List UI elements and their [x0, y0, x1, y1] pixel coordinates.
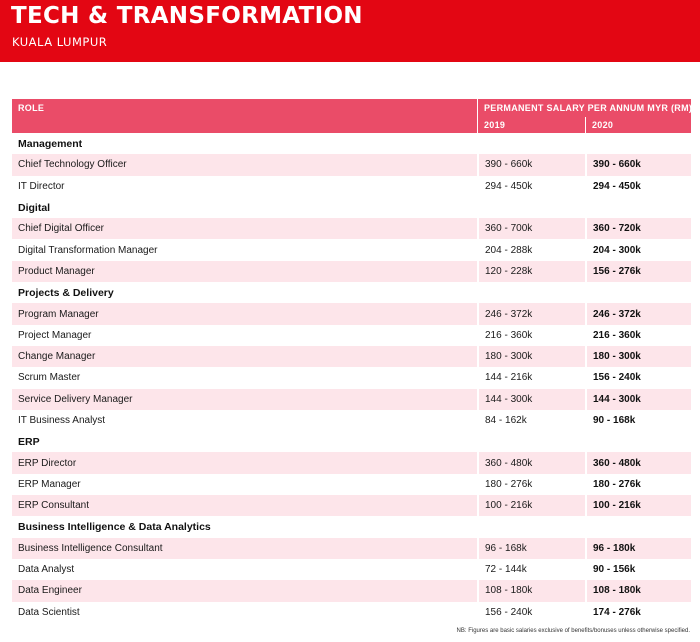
table-body: [12, 133, 691, 623]
section-heading-row: [12, 133, 691, 154]
title-banner: [0, 0, 700, 62]
salary-2019-cell: 72 - 144k: [477, 559, 585, 580]
salary-2019-cell: 294 - 450k: [477, 176, 585, 197]
section-heading-row: [12, 282, 691, 303]
table-row: [12, 580, 691, 601]
table-row: [12, 474, 691, 495]
salary-2019-cell: 120 - 228k: [477, 261, 585, 282]
footnote: NB: Figures are basic salaries exclusive of benefits/bonuses unless otherwise specified.: [456, 628, 690, 634]
page-subtitle: KUALA LUMPUR: [12, 35, 108, 49]
role-cell: Chief Technology Officer: [18, 159, 127, 171]
table-row: [12, 538, 691, 559]
salary-2020-cell: 216 - 360k: [585, 325, 691, 346]
table-row: [12, 218, 691, 239]
role-cell: Data Scientist: [18, 606, 80, 618]
table-row: [12, 176, 691, 197]
salary-2019-cell: 84 - 162k: [477, 410, 585, 431]
section-heading-row: [12, 197, 691, 218]
salary-2020-cell: 174 - 276k: [585, 602, 691, 623]
section-heading-row: [12, 431, 691, 452]
table-row: [12, 261, 691, 282]
salary-2020-cell: 246 - 372k: [585, 303, 691, 324]
table-row: [12, 410, 691, 431]
role-cell: Digital Transformation Manager: [18, 244, 158, 256]
table-row: [12, 389, 691, 410]
table-row: [12, 367, 691, 388]
table-row: [12, 602, 691, 623]
role-cell: Data Engineer: [18, 585, 82, 597]
section-heading-row: [12, 516, 691, 537]
salary-2020-cell: 144 - 300k: [585, 389, 691, 410]
table-row: [12, 154, 691, 175]
salary-2019-cell: 246 - 372k: [477, 303, 585, 324]
salary-2019-cell: 204 - 288k: [477, 239, 585, 260]
salary-2020-cell: 96 - 180k: [585, 538, 691, 559]
role-cell: Data Analyst: [18, 564, 75, 576]
salary-2020-cell: 108 - 180k: [585, 580, 691, 601]
salary-2020-cell: 294 - 450k: [585, 176, 691, 197]
table-row: [12, 495, 691, 516]
role-cell: Program Manager: [18, 308, 99, 320]
salary-2020-cell: 360 - 720k: [585, 218, 691, 239]
salary-2020-cell: 360 - 480k: [585, 452, 691, 473]
section-heading: Business Intelligence & Data Analytics: [18, 520, 211, 533]
role-cell: Scrum Master: [18, 372, 81, 384]
table-row: [12, 452, 691, 473]
salary-2020-cell: 156 - 276k: [585, 261, 691, 282]
column-header-2020: 2020: [585, 117, 691, 133]
salary-2020-cell: 204 - 300k: [585, 239, 691, 260]
salary-2019-cell: 100 - 216k: [477, 495, 585, 516]
role-cell: Business Intelligence Consultant: [18, 542, 163, 554]
role-cell: ERP Director: [18, 457, 77, 469]
salary-2019-cell: 180 - 276k: [477, 474, 585, 495]
salary-2019-cell: 390 - 660k: [477, 154, 585, 175]
salary-2020-cell: 100 - 216k: [585, 495, 691, 516]
salary-2019-cell: 360 - 480k: [477, 452, 585, 473]
table-row: [12, 303, 691, 324]
table-header-row: [12, 99, 691, 117]
column-header-2019: 2019: [477, 117, 585, 133]
salary-2019-cell: 216 - 360k: [477, 325, 585, 346]
column-subheader-blank: [12, 117, 477, 133]
role-cell: Project Manager: [18, 329, 92, 341]
salary-2019-cell: 144 - 300k: [477, 389, 585, 410]
salary-2019-cell: 144 - 216k: [477, 367, 585, 388]
role-cell: IT Director: [18, 180, 65, 192]
section-heading: Management: [18, 137, 83, 150]
section-heading: Projects & Delivery: [18, 286, 114, 299]
salary-2019-cell: 180 - 300k: [477, 346, 585, 367]
table-row: [12, 239, 691, 260]
role-cell: IT Business Analyst: [18, 415, 106, 426]
column-header-salary: PERMANENT SALARY PER ANNUM MYR (RM): [477, 99, 691, 117]
salary-2020-cell: 180 - 300k: [585, 346, 691, 367]
salary-2020-cell: 180 - 276k: [585, 474, 691, 495]
table-subheader-row: [12, 117, 691, 133]
salary-2019-cell: 360 - 700k: [477, 218, 585, 239]
salary-2019-cell: 156 - 240k: [477, 602, 585, 623]
role-cell: ERP Manager: [18, 478, 81, 490]
salary-2020-cell: 390 - 660k: [585, 154, 691, 175]
table-row: [12, 559, 691, 580]
role-cell: Chief Digital Officer: [18, 223, 104, 235]
role-cell: Product Manager: [18, 265, 95, 277]
section-heading: Digital: [18, 201, 51, 214]
salary-2020-cell: 156 - 240k: [585, 367, 691, 388]
section-heading: ERP: [18, 435, 40, 448]
page-title: TECH & TRANSFORMATION: [11, 3, 363, 29]
salary-2019-cell: 108 - 180k: [477, 580, 585, 601]
role-cell: ERP Consultant: [18, 500, 89, 512]
column-header-role: ROLE: [18, 103, 45, 113]
salary-2020-cell: 90 - 156k: [585, 559, 691, 580]
role-cell: Change Manager: [18, 351, 96, 363]
salary-2019-cell: 96 - 168k: [477, 538, 585, 559]
table-row: [12, 325, 691, 346]
salary-2020-cell: 90 - 168k: [585, 410, 691, 431]
salary-table: [12, 99, 691, 623]
table-row: [12, 346, 691, 367]
role-cell: Service Delivery Manager: [18, 393, 133, 405]
